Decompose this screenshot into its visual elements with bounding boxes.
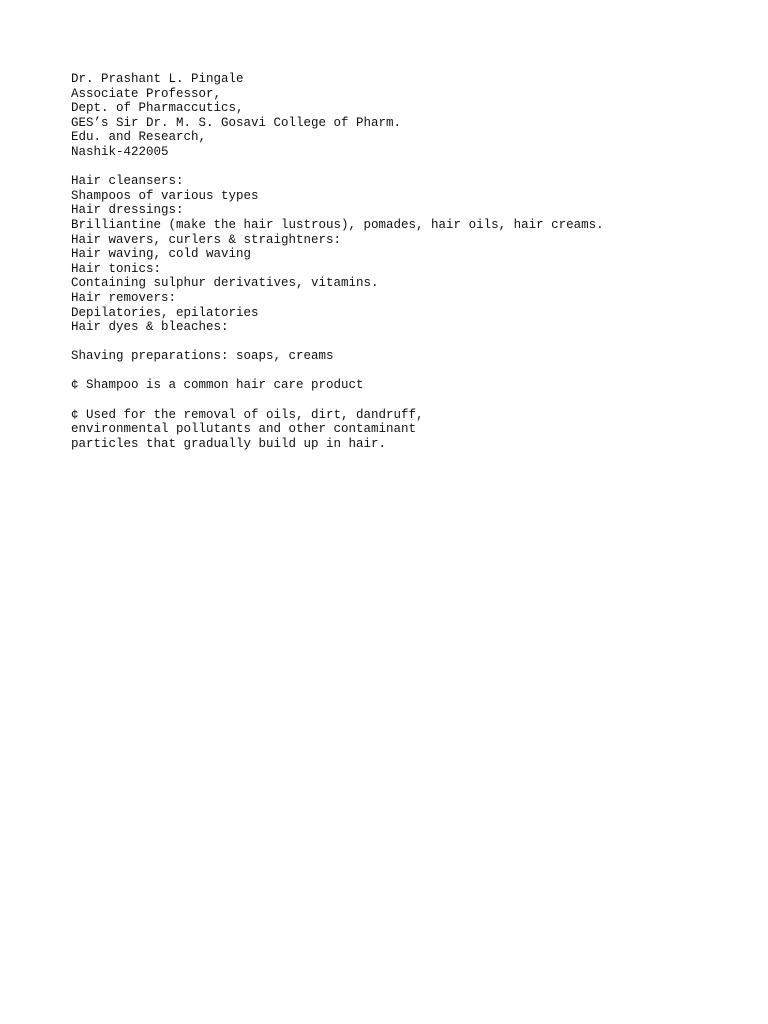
category-detail-hair-waving: Hair waving, cold waving [71,247,252,262]
author-title: Associate Professor, [71,86,222,101]
author-name: Dr. Prashant L. Pingale [71,72,244,86]
shaving-block [71,349,751,364]
author-location: Nashik-422005 [71,144,169,159]
spacer [71,160,751,175]
author-college-line2: Edu. and Research, [71,130,207,145]
bullet-1 [71,378,751,393]
category-detail-depilatories: Depilatories, epilatories [71,305,259,320]
spacer [71,393,751,408]
author-block [71,72,751,160]
author-college-line1: GES’s Sir Dr. M. S. Gosavi College of Pharm. [71,115,402,130]
bullet-2-line-2: environmental pollutants and other contaminant [71,422,417,437]
hair-categories-list [71,174,751,335]
category-heading-hair-dyes: Hair dyes & bleaches: [71,320,229,335]
bullet-2 [71,408,751,452]
spacer [71,364,751,379]
category-heading-hair-removers: Hair removers: [71,290,177,305]
category-heading-hair-tonics: Hair tonics: [71,261,162,276]
category-detail-sulphur: Containing sulphur derivatives, vitamins. [71,276,379,291]
bullet-2-line-3: particles that gradually build up in hair. [71,436,387,451]
bullet-1-text: ¢ Shampoo is a common hair care product [71,378,364,393]
author-department: Dept. of Pharmaccutics, [71,101,244,116]
bullet-2-line-1: ¢ Used for the removal of oils, dirt, dandruff, [71,407,424,422]
category-heading-hair-cleansers: Hair cleansers: [71,174,184,189]
shaving-preparations-text: Shaving preparations: soaps, creams [71,349,334,364]
document-page [71,72,751,451]
spacer [71,335,751,350]
category-detail-shampoos: Shampoos of various types [71,188,259,203]
category-heading-hair-dressings: Hair dressings: [71,203,184,218]
category-detail-brilliantine: Brilliantine (make the hair lustrous), pomades, hair oils, hair creams. [71,217,604,232]
category-heading-hair-wavers: Hair wavers, curlers & straightners: [71,232,342,247]
